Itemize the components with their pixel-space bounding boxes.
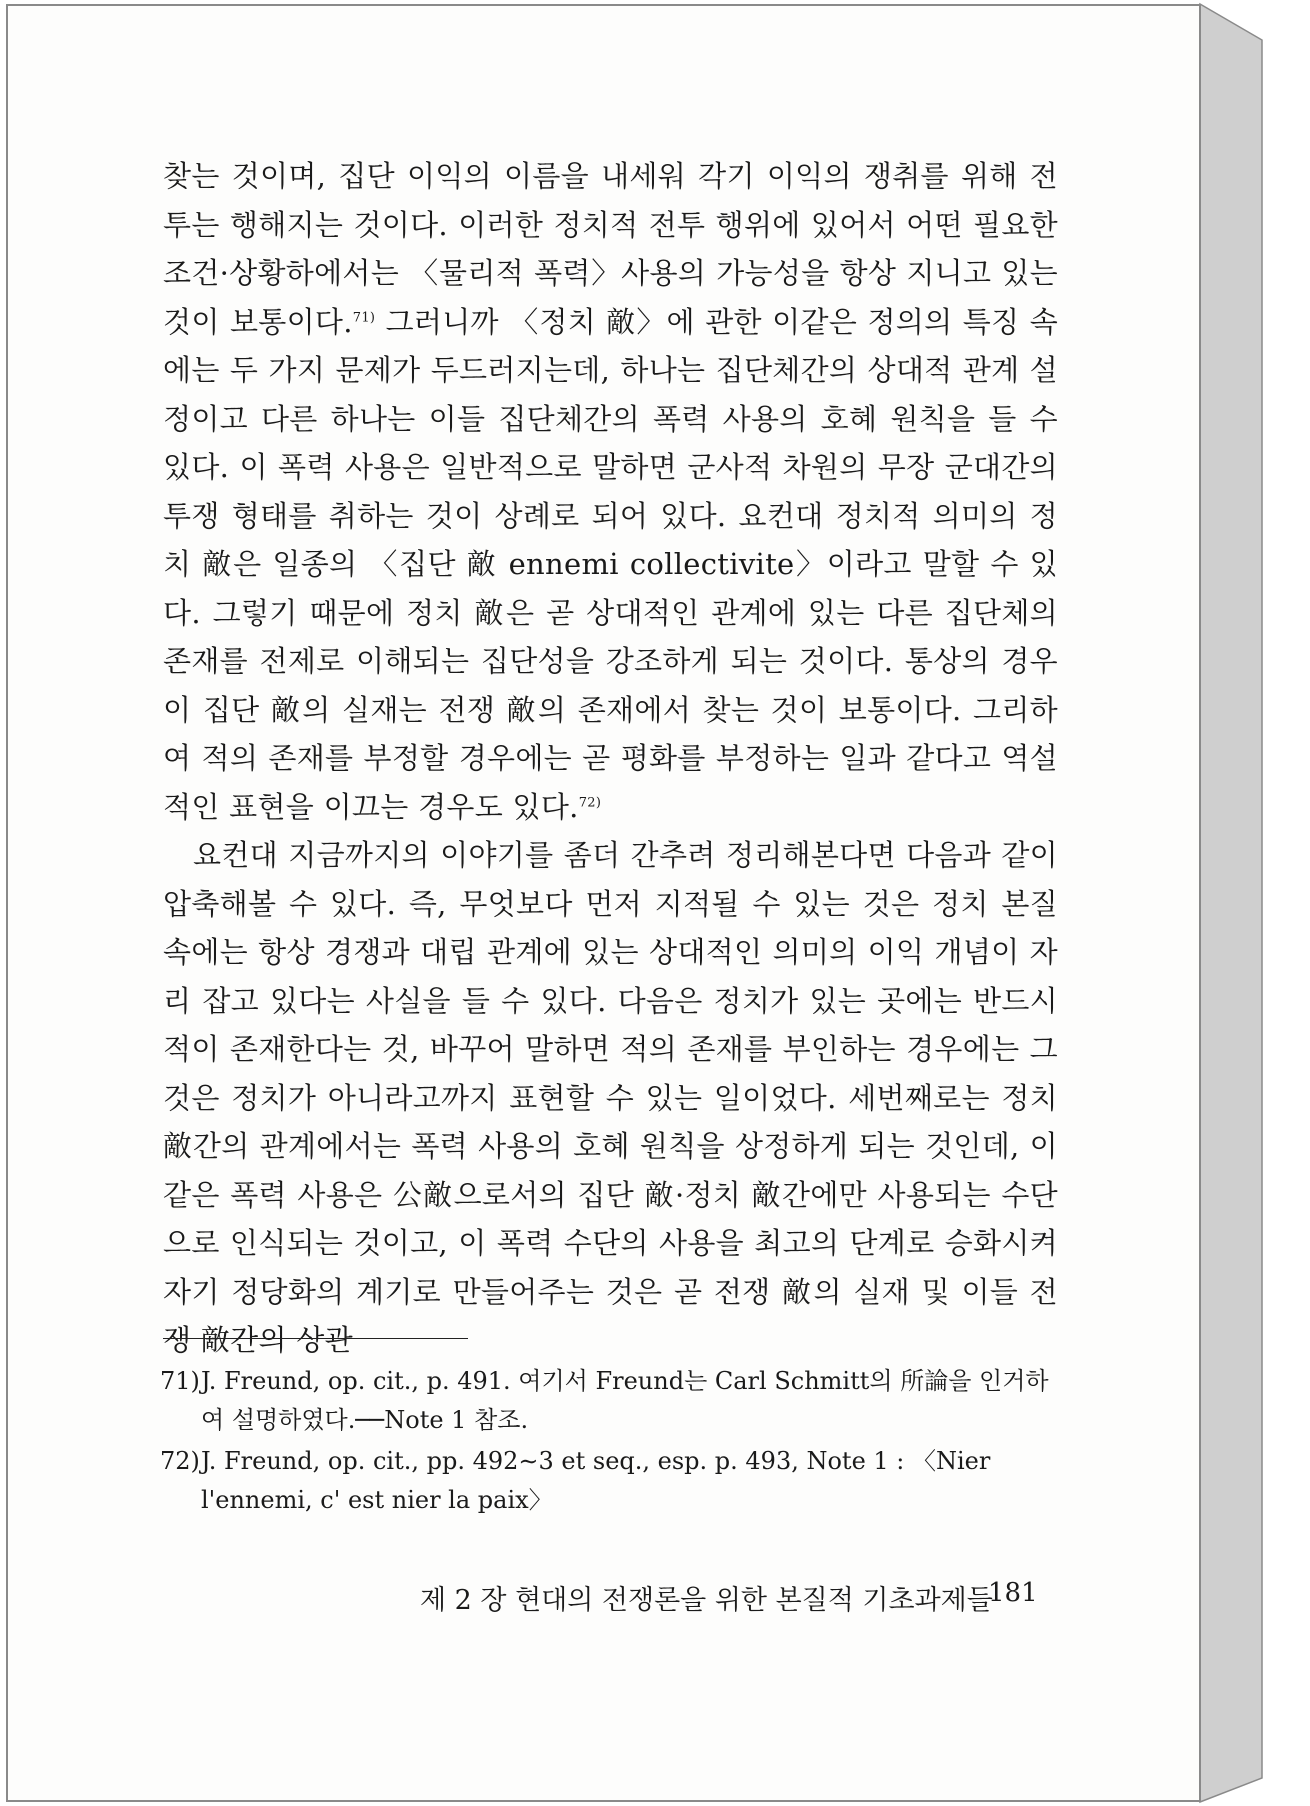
footnote-71 <box>160 1362 1058 1440</box>
footnote-text: J. Freund, op. cit., p. 491. 여기서 Freund는 Carl Schmitt의 所論을 인거하여 설명하였다.──Note 1 참조. <box>201 1367 1049 1434</box>
body-text <box>163 152 1058 1365</box>
page-number: 181 <box>988 1578 1038 1608</box>
paragraph-2: 요컨대 지금까지의 이야기를 좀더 간추려 정리해본다면 다음과 같이 압축해볼 수 있다. 즉, 무엇보다 먼저 지적될 수 있는 것은 정치 본질 속에는 항상 경쟁과 대립 관계에 있는 상대적인 의미의 이익 개념이 자리 잡고 있다는 사실을 들 수 있다. 다음은 정치가 있는 곳에는 반드시 적이 존재한다는 것, 바꾸어 말하면 적의 존재를 부인하는 경우에는 그것은 정치가 아니라고까지 표현할 수 있는 일이었다. 세번째로는 정치 敵간의 관계에서는 폭력 사용의 호혜 원칙을 상정하게 되는 것인데, 이같은 폭력 사용은 公敵으로서의 집단 敵·정치 敵간에만 사용되는 수단으로 인식되는 것이고, 이 폭력 수단의 사용을 최고의 단계로 승화시켜 자기 정당화의 계기로 만들어주는 것은 곧 전쟁 敵의 실재 및 이들 전쟁 敵간의 상관 <box>163 838 1058 1357</box>
footnote-ref-71: 71) <box>352 309 376 325</box>
paragraph-1-text-a: 찾는 것이며, 집단 이익의 이름을 내세워 각기 이익의 쟁취를 위해 전투는 행해지는 것이다. 이러한 정치적 전투 행위에 있어서 어떤 필요한 조건·상황하에서는 〈물리적 폭력〉사용의 가능성을 항상 지니고 있는 것이 보통이다. <box>163 159 1058 339</box>
footnote-number: 72) <box>160 1447 200 1475</box>
footnote-divider <box>163 1338 468 1339</box>
book-edge-shade <box>1200 4 1262 1802</box>
footnote-number: 71) <box>160 1367 200 1395</box>
paragraph-1 <box>163 152 1058 831</box>
running-footer-title: 제 2 장 현대의 전쟁론을 위한 본질적 기초과제들 <box>420 1585 993 1616</box>
footnote-ref-72: 72) <box>578 794 602 810</box>
footnote-72 <box>160 1442 1058 1520</box>
footnote-text: J. Freund, op. cit., pp. 492∼3 et seq., esp. p. 493, Note 1 : 〈Nier l'ennemi, c' est nier la paix〉 <box>201 1447 991 1514</box>
footnotes <box>160 1362 1058 1522</box>
paragraph-1-text-b: 그러니까 〈정치 敵〉에 관한 이같은 정의의 특징 속에는 두 가지 문제가 두드러지는데, 하나는 집단체간의 상대적 관계 설정이고 다른 하나는 이들 집단체간의 폭력 사용의 호혜 원칙을 들 수 있다. 이 폭력 사용은 일반적으로 말하면 군사적 차원의 무장 군대간의 투쟁 형태를 취하는 것이 상례로 되어 있다. 요컨대 정치적 의미의 정치 敵은 일종의 〈집단 敵 ennemi collectivite〉이라고 말할 수 있다. 그렇기 때문에 정치 敵은 곧 상대적인 관계에 있는 다른 집단체의 존재를 전제로 이해되는 집단성을 강조하게 되는 것이다. 통상의 경우 이 집단 敵의 실재는 전쟁 敵의 존재에서 찾는 것이 보통이다. 그리하여 적의 존재를 부정할 경우에는 곧 평화를 부정하는 일과 같다고 역설적인 표현을 이끄는 경우도 있다. <box>163 304 1059 824</box>
